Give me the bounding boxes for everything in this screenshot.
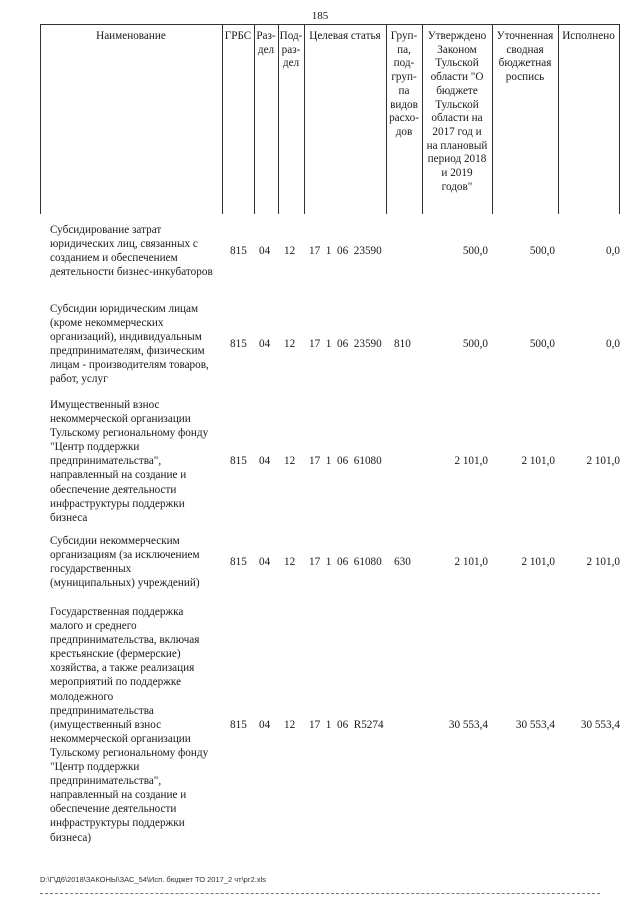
header-executed: Исполнено: [562, 30, 615, 42]
table-header-grid: [40, 24, 620, 214]
row-approved: 500,0: [462, 245, 488, 257]
header-name: Наименование: [96, 30, 166, 42]
row-name: Субсидии юридическим лицам (кроме некоммерческих организаций), индивидуальным предпринимателям, физическим лицам - производителям товаров, работ, услуг: [50, 303, 209, 386]
row-podrazdel: 12: [284, 556, 296, 568]
file-path-footer: D:\Г\Д6\2018\ЗАКОНЫ\ЗАС_54\Исп. бюджет ТО 2017_2 чт\рг2.xls: [40, 875, 266, 884]
row-podrazdel: 12: [284, 455, 296, 467]
footer-divider: [40, 893, 600, 894]
row-target-article: 17 1 06 R5274: [309, 719, 384, 731]
row-name: Имущественный взнос некоммерческой организации Тульскому региональному фонду "Центр поддержки предпринимательства", направленный на создание и обеспечение деятельности инфраструктуры поддержки бизнеса: [50, 399, 209, 524]
header-target-article: Целевая статья: [309, 30, 381, 42]
row-razdel: 04: [259, 245, 271, 257]
row-approved: 30 553,4: [448, 719, 488, 731]
row-executed: 30 553,4: [580, 719, 620, 731]
row-name: Государственная поддержка малого и среднего предпринимательства, включая крестьянские (фермерские) хозяйства, а также реализация мероприятий по поддержке молодежного предпринимательства (имущественный взнос некоммерческой организации Тульскому региональному фонду "Центр поддержки предпринимательства", направленный на создание и обеспечение деятельности инфраструктуры поддержки бизнеса): [50, 606, 209, 844]
row-target-article: 17 1 06 23590: [309, 338, 382, 350]
row-target-article: 17 1 06 61080: [309, 455, 382, 467]
row-name: Субсидии некоммерческим организациям (за исключением государственных (муниципальных) учреждений): [50, 535, 200, 590]
header-expense-group: Груп- па, под- груп- па видов расхо- дов: [389, 30, 419, 138]
row-grbs: 815: [230, 245, 247, 257]
row-grbs: 815: [230, 556, 247, 568]
row-target-article: 17 1 06 23590: [309, 245, 382, 257]
header-approved: Утверждено Законом Тульской области "О бюджете Тульской области на 2017 год и на плановый период 2018 и 2019 годов": [426, 30, 488, 193]
row-refined: 500,0: [529, 338, 555, 350]
row-grbs: 815: [230, 338, 247, 350]
row-refined: 2 101,0: [521, 455, 555, 467]
header-razdel: Раз- дел: [256, 30, 276, 56]
row-approved: 500,0: [462, 338, 488, 350]
row-grbs: 815: [230, 455, 247, 467]
row-executed: 2 101,0: [586, 556, 620, 568]
row-name: Субсидирование затрат юридических лиц, связанных с созданием и обеспечением деятельности бизнес-инкубаторов: [50, 224, 213, 279]
row-razdel: 04: [259, 455, 271, 467]
page-number: 185: [311, 10, 329, 22]
header-top-border: [40, 24, 620, 25]
row-razdel: 04: [259, 719, 271, 731]
row-expense-group: 810: [394, 338, 411, 350]
row-executed: 2 101,0: [586, 455, 620, 467]
row-executed: 0,0: [606, 338, 620, 350]
row-approved: 2 101,0: [454, 556, 488, 568]
row-grbs: 815: [230, 719, 247, 731]
header-refined: Уточненная сводная бюджетная роспись: [496, 30, 554, 84]
row-expense-group: 630: [394, 556, 411, 568]
row-executed: 0,0: [606, 245, 620, 257]
row-razdel: 04: [259, 338, 271, 350]
row-podrazdel: 12: [284, 719, 296, 731]
row-refined: 30 553,4: [515, 719, 555, 731]
row-approved: 2 101,0: [454, 455, 488, 467]
header-podrazdel: Под- раз- дел: [279, 30, 303, 70]
row-podrazdel: 12: [284, 245, 296, 257]
row-refined: 500,0: [529, 245, 555, 257]
row-podrazdel: 12: [284, 338, 296, 350]
row-razdel: 04: [259, 556, 271, 568]
row-target-article: 17 1 06 61080: [309, 556, 382, 568]
row-refined: 2 101,0: [521, 556, 555, 568]
header-grbs: ГРБС: [224, 30, 252, 42]
